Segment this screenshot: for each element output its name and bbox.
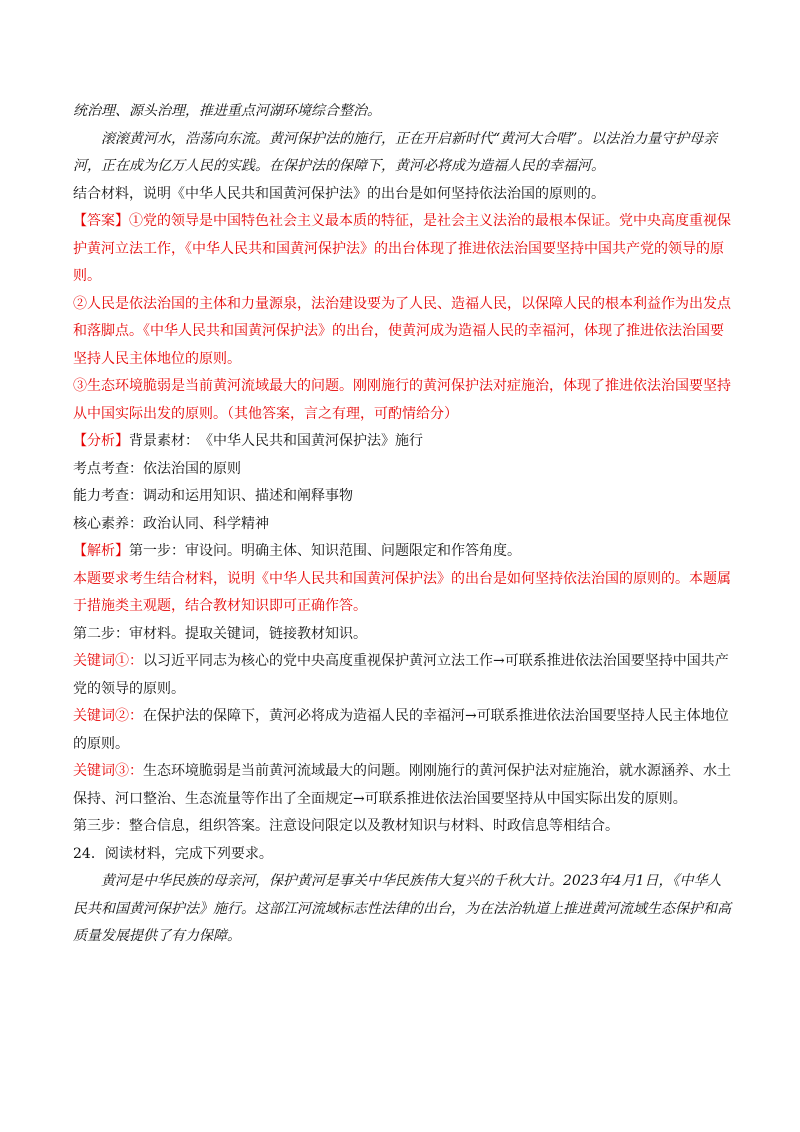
keyword-2: 关键词②：在保护法的保障下，黄河必将成为造福人民的幸福河→可联系推进依法治国要坚持人民主体地位的原则。 xyxy=(73,708,729,752)
answer-point-3: ③生态环境脆弱是当前黄河流域最大的问题。刚刚施行的黄河保护法对症施治，体现了推进依法治国要坚持从中国实际出发的原则。（其他答案，言之有理，可酌情给分） xyxy=(73,378,731,422)
analysis-nengli: 能力考查：调动和运用知识、描述和阐释事物 xyxy=(73,488,353,504)
document-content xyxy=(73,0,733,951)
answer-point-2: ②人民是依法治国的主体和力量源泉，法治建设要为了人民、造福人民，以保障人民的根本利益作为出发点和落脚点。《中华人民共和国黄河保护法》的出台，使黄河成为造福人民的幸福河，体现了推进依法治国要坚持人民主体地位的原则。 xyxy=(73,295,731,367)
material-line: 统治理、源头治理，推进重点河湖环境综合整治。 xyxy=(73,103,381,119)
explanation-step2: 第二步：审材料。提取关键词，链接教材知识。 xyxy=(73,625,367,642)
analysis-suyang: 核心素养：政治认同、科学精神 xyxy=(73,515,269,532)
question-24-heading: 24．阅读材料，完成下列要求。 xyxy=(73,845,273,862)
question-text: 结合材料，说明《中华人民共和国黄河保护法》的出台是如何坚持依法治国的原则的。 xyxy=(73,185,605,202)
analysis-tag: 【分析】 xyxy=(73,433,129,449)
question-24-material: 黄河是中华民族的母亲河，保护黄河是事关中华民族伟大复兴的千秋大计。2023年4月1日，《中华人民共和国黄河保护法》施行。这部江河流域标志性法律的出台，为在法治轨道上推进黄河流域生态保护和高质量发展提供了有力保障。 xyxy=(73,873,731,944)
answer-tag: 【答案】 xyxy=(73,213,129,229)
keyword-1: 关键词①：以习近平同志为核心的党中央高度重视保护黄河立法工作→可联系推进依法治国要坚持中国共产党的领导的原则。 xyxy=(73,653,729,697)
explanation-step1: 【解析】第一步：审设问。明确主体、知识范围、问题限定和作答角度。 xyxy=(73,543,521,559)
answer-point-1: 【答案】①党的领导是中国特色社会主义最本质的特征，是社会主义法治的最根本保证。党中央高度重视保护黄河立法工作，《中华人民共和国黄河保护法》的出台体现了推进依法治国要坚持中国共产党的领导的原则。 xyxy=(73,213,731,284)
material-paragraph: 滚滚黄河水，浩荡向东流。黄河保护法的施行，正在开启新时代“黄河大合唱”。以法治力量守护母亲河，正在成为亿万人民的实践。在保护法的保障下，黄河必将成为造福人民的幸福河。 xyxy=(73,130,718,174)
analysis-kaodian: 考点考查：依法治国的原则 xyxy=(73,460,241,477)
analysis-background: 【分析】背景素材： 《中华人民共和国黄河保护法》施行 xyxy=(73,433,423,449)
explanation-tag: 【解析】 xyxy=(73,543,129,559)
keyword-3: 关键词③：生态环境脆弱是当前黄河流域最大的问题。刚刚施行的黄河保护法对症施治，就水源涵养、水土保持、河口整治、生态流量等作出了全面规定→可联系推进依法治国要坚持从中国实际出发的原则。 xyxy=(73,763,731,807)
explanation-step1-detail: 本题要求考生结合材料，说明《中华人民共和国黄河保护法》的出台是如何坚持依法治国的原则的。本题属于措施类主观题，结合教材知识即可正确作答。 xyxy=(73,570,731,614)
explanation-step3: 第三步：整合信息，组织答案。注意设问限定以及教材知识与材料、时政信息等相结合。 xyxy=(73,818,619,834)
